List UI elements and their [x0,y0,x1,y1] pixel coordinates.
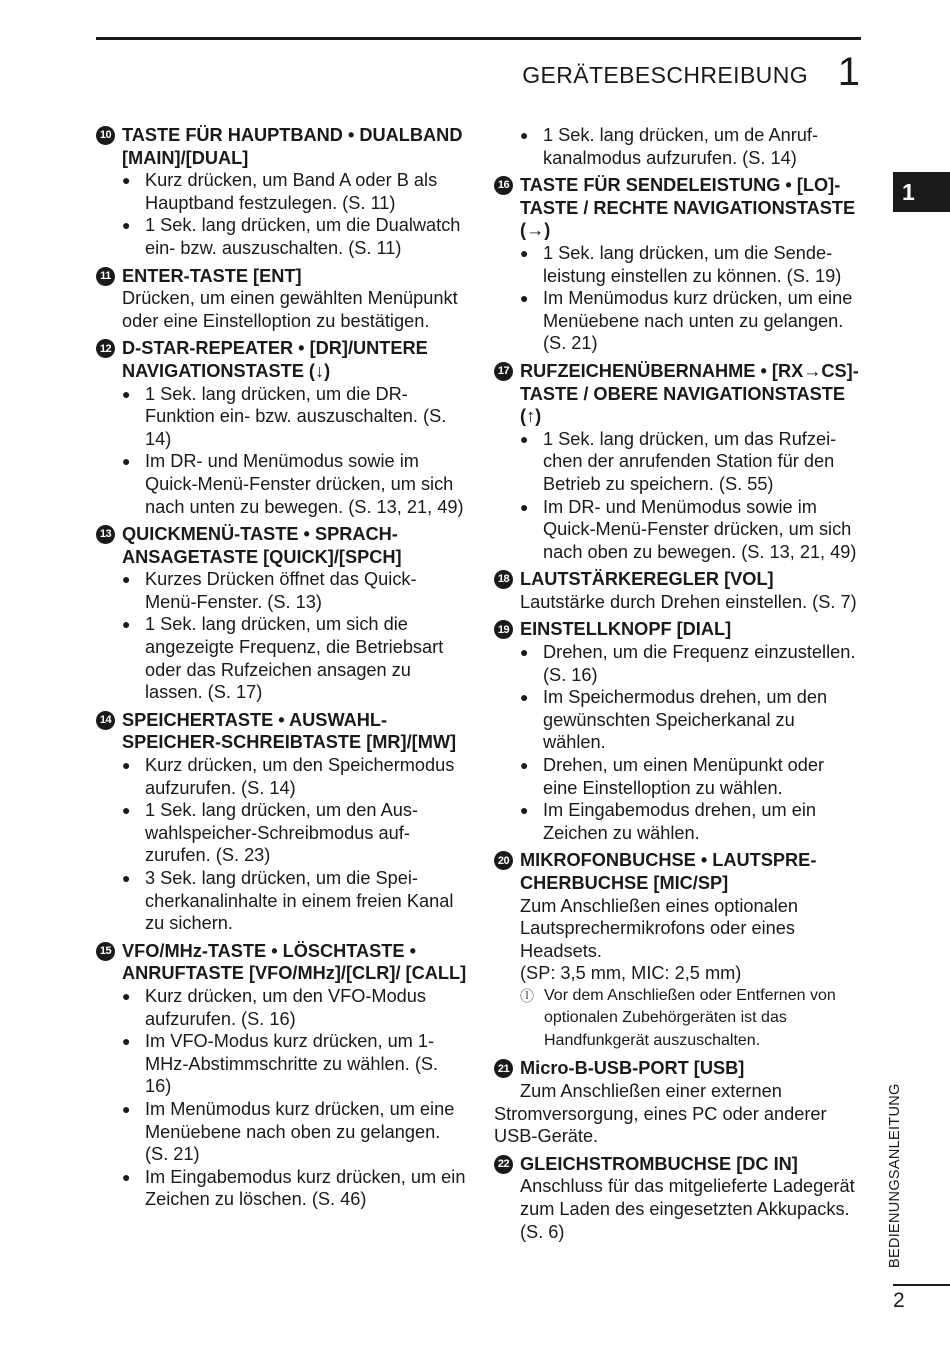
bullet-text: Im Speichermodus drehen, um den gewünschten Speicherkanal zu wählen. [543,687,828,753]
bullet-icon: ● [520,689,529,706]
bullet-icon: ● [520,430,529,447]
bullet-text: Im Eingabemodus kurz drücken, um ein Zeichen zu löschen. (S. 46) [145,1166,466,1210]
section-title: RUFZEICHENÜBERNAHME • [RX→CS]-TASTE / OBERE NAVIGATIONSTASTE (↑) [520,360,859,427]
bullet-text: Kurz drücken, um Band A oder B als Hauptband festzulegen. (S. 11) [145,170,438,213]
bullet-text: 1 Sek. lang drücken, um die DR-Funktion ein- bzw. auszuschalten. (S. 14) [145,383,447,449]
bullet-item [96,214,468,259]
bullet-icon: ● [520,757,529,774]
section-heading [96,709,468,754]
section-title: TASTE FÜR HAUPTBAND • DUALBAND [MAIN]/[DUAL] [122,125,463,168]
section-text: Anschluss für das mitgelieferte Ladegerät zum Laden des eingesetzten Akkupacks. (S. 6) [520,1176,855,1242]
chapter-tab-label: 1 [902,178,915,205]
section-13 [96,523,468,704]
bullet-item [494,496,860,564]
bullet-text: Im Eingabemodus drehen, um ein Zeichen zu wählen. [543,800,816,843]
bullet-icon: ● [122,987,131,1004]
section-heading [96,265,468,288]
section-title: VFO/MHz-TASTE • LÖSCHTASTE • ANRUFTASTE [VFO/MHz]/[CLR]/ [CALL] [122,940,467,984]
bullet-icon: ● [122,616,131,633]
bullet-icon: ● [122,802,131,819]
bullet-icon: ● [122,217,131,234]
section-heading [494,360,860,428]
section-title: Micro-B-USB-PORT [USB] [520,1058,745,1079]
section-title: EINSTELLKNOPF [DIAL] [520,619,732,640]
note [494,985,860,1053]
bullet-text: Im DR- und Menümodus sowie im Quick-Menü-Fenster drücken, um sich nach oben zu bewegen. (S. 13, 21, 49) [543,496,857,562]
section-heading [494,1153,860,1176]
section-number-badge: 21 [494,1059,513,1078]
bullet-text: 1 Sek. lang drücken, um das Rufzeichen der anrufenden Station für den Betrieb zu speichern. (S. 55) [543,428,837,494]
section-number-badge: 19 [494,620,513,639]
section-number-badge: 18 [494,570,513,589]
chapter-tab [893,172,950,212]
bullet-text: Kurzes Drücken öffnet das Quick-Menü-Fenster. (S. 13) [145,569,417,612]
section-heading [494,618,860,641]
bullet-item [494,124,860,169]
section-heading [494,849,860,894]
bullet-icon: ● [122,172,131,189]
bullet-text: Kurz drücken, um den VFO-Modus aufzurufen. (S. 16) [145,985,427,1029]
header-rule [96,37,861,40]
bullet-text: Drehen, um einen Menüpunkt oder eine Einstelloption zu wählen. [543,755,825,798]
bullet-icon: ● [520,127,529,143]
bullet-icon: ● [122,571,131,588]
section-number-badge: 20 [494,851,513,870]
section-heading [96,523,468,568]
bullet-item [96,383,468,451]
section-22 [494,1153,860,1243]
bullet-item [494,287,860,355]
bullet-item [96,1166,468,1211]
section-15-continued [494,124,860,169]
section-19 [494,618,860,844]
bullet-item [96,985,468,1030]
section-title: GLEICHSTROMBUCHSE [DC IN] [520,1153,798,1174]
bullet-item [96,169,468,214]
bullet-icon: ● [520,290,529,307]
section-text: Lautstärke durch Drehen einstellen. (S. 7) [520,591,857,612]
section-number-badge: 15 [96,942,115,961]
section-title: D-STAR-REPEATER • [DR]/UNTERE NAVIGATIONSTASTE (↓) [122,338,428,381]
section-11 [96,265,468,333]
bullet-icon: ● [122,757,131,774]
section-heading [96,337,468,382]
section-title: LAUTSTÄRKEREGLER [VOL] [520,569,774,590]
bullet-icon: ● [122,1033,131,1050]
section-heading [494,174,860,242]
section-21 [494,1057,860,1147]
bullet-icon: ● [520,244,529,261]
section-title: QUICKMENÜ-TASTE • SPRACHANSAGETASTE [QUICK]/[SPCH] [122,524,402,567]
bullet-icon: ● [520,498,529,515]
section-15 [96,940,468,1211]
bullet-text: Drehen, um die Frequenz einzustellen. (S. 16) [543,642,856,685]
bullet-item [96,1098,468,1166]
section-16 [494,174,860,355]
section-14 [96,709,468,935]
bullet-item [96,754,468,799]
page-title: GERÄTEBESCHREIBUNG [522,62,808,88]
section-text: Drücken, um einen gewählten Menüpunkt oder eine Einstelloption zu bestätigen. [122,288,458,331]
bullet-item [96,450,468,518]
right-column [494,124,860,1248]
bullet-text: Kurz drücken, um den Speichermodus aufzurufen. (S. 14) [145,755,455,798]
bullet-icon: ● [122,453,131,470]
bullet-item [96,568,468,613]
section-number-badge: 16 [494,176,513,195]
bullet-icon: ● [122,385,131,402]
bullet-icon: ● [122,1168,131,1185]
section-20 [494,849,860,1052]
section-title: TASTE FÜR SENDELEISTUNG • [LO]-TASTE / RECHTE NAVIGATIONSTASTE (→) [520,175,856,241]
section-title: SPEICHERTASTE • AUSWAHLSPEICHER-SCHREIBTASTE [MR]/[MW] [122,709,457,753]
section-title: MIKROFONBUCHSE • LAUTSPRECHERBUCHSE [MIC/SP] [520,850,817,893]
bullet-text: 1 Sek. lang drücken, um die Dualwatch ein- bzw. auszuschalten. (S. 11) [145,215,461,258]
section-heading [494,568,860,591]
section-number-badge: 10 [96,126,115,145]
chapter-number: 1 [837,50,860,94]
bullet-item [494,686,860,754]
bullet-icon: ● [520,644,529,661]
bullet-icon: ● [122,1100,131,1117]
info-note-icon: ⓛ [520,987,534,1004]
section-text: Zum Anschließen eines optionalen Lautsprechermikrofons oder eines Headsets. [520,895,799,961]
side-label: BEDIENUNGSANLEITUNG [887,1083,903,1268]
section-heading [96,124,468,169]
section-text-spec: (SP: 3,5 mm, MIC: 2,5 mm) [520,963,742,984]
section-number-badge: 17 [494,362,513,381]
bullet-item [494,428,860,496]
left-column [96,124,468,1216]
section-text: Zum Anschließen einer externen Stromversorgung, eines PC oder anderer USB-Geräte. [494,1081,827,1147]
bullet-icon: ● [520,802,529,819]
bullet-icon: ● [122,870,131,886]
note-text: Vor dem Anschließen oder Entfernen von optionalen Zubehörgeräten ist das Handfunkgerät auszuschalten. [544,986,836,1049]
section-number-badge: 14 [96,711,115,730]
bullet-item [494,799,860,844]
page-number: 2 [893,1289,905,1312]
bullet-item [96,867,468,935]
bullet-item [96,799,468,867]
bullet-text: 1 Sek. lang drücken, um de Anrufkanalmodus aufzurufen. (S. 14) [543,125,818,168]
section-number-badge: 12 [96,339,115,358]
section-title: ENTER-TASTE [ENT] [122,265,302,286]
section-number-badge: 11 [96,267,115,286]
bullet-text: Im Menümodus kurz drücken, um eine Menüebene nach unten zu gelangen. (S. 21) [543,288,853,354]
section-12 [96,337,468,518]
bullet-item [494,754,860,799]
bullet-item [494,641,860,686]
section-18 [494,568,860,613]
section-number-badge: 22 [494,1155,513,1174]
bullet-text: Im VFO-Modus kurz drücken, um 1-MHz-Abstimmschritte zu wählen. (S. 16) [145,1031,439,1097]
bullet-text: 3 Sek. lang drücken, um die Speicherkanalinhalte in einem freien Kanal zu sichern. [145,868,454,934]
section-number-badge: 13 [96,525,115,544]
bullet-item [96,1030,468,1098]
bullet-item [96,613,468,703]
bullet-text: Im Menümodus kurz drücken, um eine Menüebene nach oben zu gelangen. (S. 21) [145,1098,455,1165]
bullet-text: 1 Sek. lang drücken, um den Auswahlspeicher-Schreibmodus aufzurufen. (S. 23) [145,800,418,866]
section-17 [494,360,860,563]
bullet-text: Im DR- und Menümodus sowie im Quick-Menü-Fenster drücken, um sich nach unten zu bewegen. (S. 13, 21, 49) [145,451,464,517]
section-heading [494,1057,860,1080]
section-10 [96,124,468,260]
section-heading [96,940,468,985]
bullet-item [494,242,860,287]
side-rule [893,1284,950,1286]
bullet-text: 1 Sek. lang drücken, um die Sendeleistung einstellen zu können. (S. 19) [543,242,842,286]
bullet-text: 1 Sek. lang drücken, um sich die angezeigte Frequenz, die Betriebsart oder das Rufzeichen ansagen zu lassen. (S. 17) [145,614,444,703]
